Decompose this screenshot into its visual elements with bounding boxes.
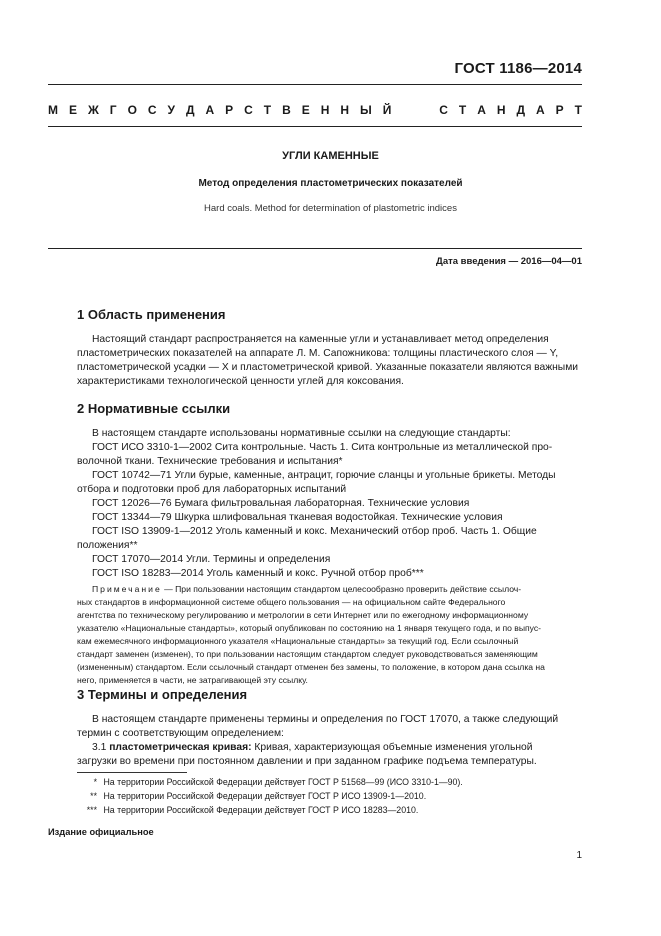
reference-line: ГОСТ 13344—79 Шкурка шлифовальная тканевая водостойкая. Технические условия	[92, 512, 503, 523]
term-definition-line	[92, 741, 597, 755]
footnote	[77, 805, 418, 815]
interstate-standard-banner	[48, 103, 582, 117]
footnote	[77, 791, 426, 801]
header-rule	[48, 84, 582, 85]
section-1-line: Настоящий стандарт распространяется на каменные угли и устанавливает метод определения	[92, 334, 549, 345]
introduction-date: Дата введения — 2016—04—01	[436, 256, 582, 267]
banner-letter: У	[167, 103, 175, 117]
banner-rule	[48, 126, 582, 127]
standard-title-english: Hard coals. Method for determination of plastometric indices	[204, 203, 457, 214]
section-3-line: В настоящем стандарте применены термины и определения по ГОСТ 17070, а также следующий	[92, 714, 559, 725]
footnote-text: На территории Российской Федерации действует ГОСТ Р ИСО 18283—2010.	[103, 805, 419, 815]
note-line: (измененным) стандартом. Если ссылочный стандарт отменен без замены, то положение, в котором дана ссылка на	[77, 662, 545, 672]
section-1-heading: 1 Область применения	[77, 307, 226, 322]
banner-letter: Н	[496, 103, 506, 117]
banner-letter: Е	[301, 103, 310, 117]
page-number: 1	[576, 850, 582, 861]
banner-letter: Р	[225, 103, 234, 117]
footnote-mark: *	[93, 777, 97, 787]
note-line: стандарт заменен (изменен), то при пользовании настоящим стандартом следует руководствоваться заменяющим	[77, 649, 538, 659]
section-3-heading: 3 Термины и определения	[77, 687, 248, 702]
banner-letter: Г	[109, 103, 117, 117]
section-1-line: пластометрических показателей на аппарате Л. М. Сапожникова: толщины пластического слоя — Y,	[77, 348, 559, 359]
section-3-line: термин с соответствующим определением:	[77, 728, 284, 739]
note-first-line	[92, 583, 597, 595]
reference-line: волочной ткани. Технические требования и испытания*	[77, 456, 343, 467]
note-label: Примечание	[92, 584, 162, 594]
banner-letter: В	[282, 103, 291, 117]
note-line: ных стандартов в информационной системе общего пользования — на официальном сайте Федерального	[77, 597, 506, 607]
note-text: — При пользовании настоящим стандартом целесообразно проверить действие ссылоч-	[164, 584, 522, 594]
footnote-mark: **	[90, 791, 97, 801]
section-1-line: характеристиками технологической ценности углей для коксования.	[77, 376, 404, 387]
banner-letter: Д	[185, 103, 195, 117]
date-rule	[48, 248, 582, 249]
footnote-text: На территории Российской Федерации действует ГОСТ Р ИСО 13909-1—2010.	[103, 791, 427, 801]
banner-letter: Е	[68, 103, 77, 117]
banner-letter: Т	[263, 103, 272, 117]
reference-line: ГОСТ 12026—76 Бумага фильтровальная лабораторная. Технические условия	[92, 498, 470, 509]
banner-letter: М	[48, 103, 58, 117]
footnote-text: На территории Российской Федерации действует ГОСТ Р 51568—99 (ИСО 3310-1—90).	[103, 777, 463, 787]
reference-line: положения**	[77, 540, 138, 551]
banner-letter: Р	[555, 103, 564, 117]
reference-line: ГОСТ 10742—71 Угли бурые, каменные, антрацит, горючие сланцы и угольные брикеты. Методы	[92, 470, 556, 481]
reference-line: ГОСТ ISO 13909-1—2012 Уголь каменный и кокс. Механический отбор проб. Часть 1. Общие	[92, 526, 537, 537]
banner-letter: Ы	[359, 103, 372, 117]
footnote	[77, 777, 463, 787]
footnote-mark: ***	[86, 805, 97, 815]
banner-letter: Т	[458, 103, 467, 117]
reference-line: ГОСТ 17070—2014 Угли. Термины и определения	[92, 554, 331, 565]
note-line: него, применяется в части, не затрагивающей эту ссылку.	[77, 675, 308, 685]
note-line: указателю «Национальные стандарты», который опубликован по состоянию на 1 января текущего года, и по выпус-	[77, 623, 542, 633]
banner-word-gap	[402, 103, 428, 117]
standard-title: УГЛИ КАМЕННЫЕ	[282, 150, 379, 162]
term-number: 3.1	[92, 742, 107, 753]
section-1-line: пластометрической усадки — X и пластометрической кривой. Указанные показатели являются важными	[77, 362, 579, 373]
reference-line: ГОСТ ИСО 3310-1—2002 Сита контрольные. Часть 1. Сита контрольные из металлической про-	[92, 442, 553, 453]
document-code: ГОСТ 1186—2014	[454, 60, 582, 77]
banner-letter: С	[439, 103, 448, 117]
banner-letter: Й	[382, 103, 392, 117]
banner-letter: С	[147, 103, 157, 117]
banner-letter: Н	[340, 103, 349, 117]
banner-letter: Т	[574, 103, 582, 117]
official-edition-label: Издание официальное	[48, 827, 154, 837]
standard-subtitle: Метод определения пластометрических показателей	[198, 178, 463, 189]
term-definition-line: загрузки во времени при постоянном давлении и при заданном графике подъема температуры.	[77, 756, 537, 767]
note-line: кам ежемесячного информационного указателя «Национальные стандарты» за текущий год. Если ссылочный	[77, 636, 519, 646]
note-line: агентства по техническому регулированию и метрологии в сети Интернет или по ежегодному информационному	[77, 610, 529, 620]
banner-letter: С	[244, 103, 253, 117]
banner-letter: Д	[516, 103, 526, 117]
term-name: пластометрическая кривая:	[109, 742, 252, 753]
banner-letter: О	[127, 103, 137, 117]
term-definition: Кривая, характеризующая объемные изменения угольной	[254, 742, 533, 753]
section-2-heading: 2 Нормативные ссылки	[77, 401, 231, 416]
footnote-rule	[77, 772, 187, 773]
banner-letter: Ж	[87, 103, 99, 117]
banner-letter: А	[205, 103, 215, 117]
reference-line: В настоящем стандарте использованы нормативные ссылки на следующие стандарты:	[92, 428, 511, 439]
banner-letter: Н	[320, 103, 330, 117]
banner-letter: А	[477, 103, 486, 117]
reference-line: ГОСТ ISO 18283—2014 Уголь каменный и кокс. Ручной отбор проб***	[92, 568, 424, 579]
reference-line: отбора и подготовки проб для лабораторных испытаний	[77, 484, 347, 495]
banner-letter: А	[536, 103, 545, 117]
